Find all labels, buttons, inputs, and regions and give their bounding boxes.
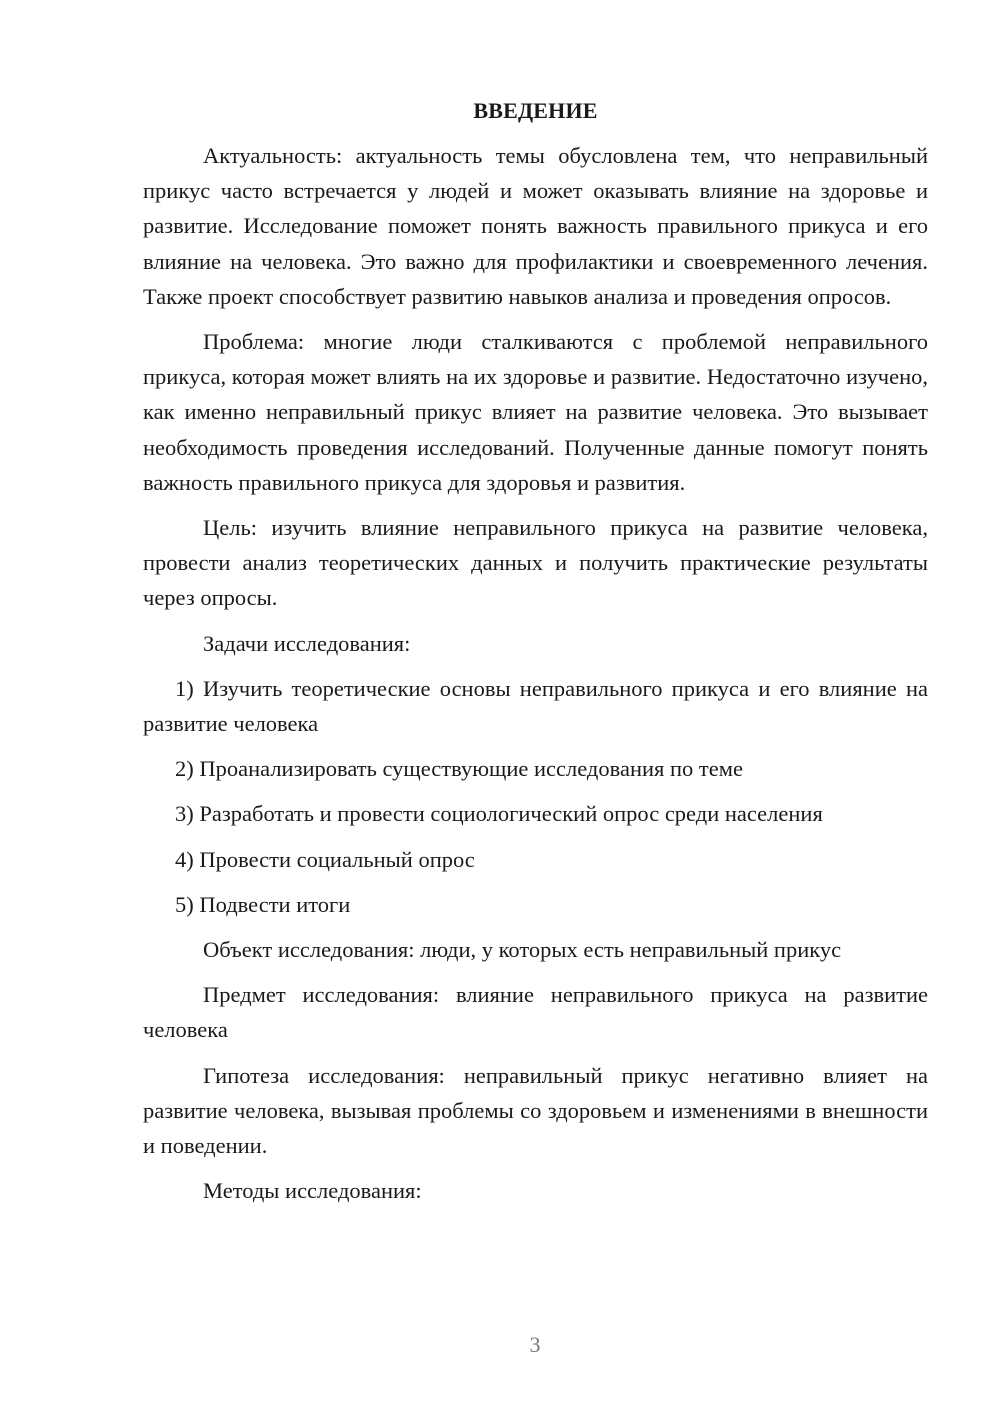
list-item: 5) Подвести итоги bbox=[175, 891, 351, 917]
paragraph-problem: Проблема: многие люди сталкиваются с проблемой неправильного прикуса, которая может влиять на их здоровье и развитие. Недостаточно изучено, как именно неправильный прикус влияет на развитие человека. Это вызывает необходимость проведения исследований. Полученные данные помогут понять важность правильного прикуса для здоровья и развития. bbox=[143, 329, 928, 495]
document-page bbox=[143, 96, 928, 1218]
list-item: 3) Разработать и провести социологический опрос среди населения bbox=[175, 801, 823, 827]
list-item: 2) Проанализировать существующие исследования по теме bbox=[175, 756, 743, 782]
paragraph-methods-heading: Методы исследования: bbox=[203, 1178, 422, 1204]
paragraph-relevance: Актуальность: актуальность темы обусловлена тем, что неправильный прикус часто встречается у людей и может оказывать влияние на здоровье и развитие. Исследование поможет понять важность правильного прикуса и его влияние на человека. Это важно для профилактики и своевременного лечения. Также проект способствует развитию навыков анализа и проведения опросов. bbox=[143, 143, 928, 309]
paragraph-object: Объект исследования: люди, у которых есть неправильный прикус bbox=[203, 937, 842, 963]
page-number: 3 bbox=[529, 1332, 541, 1357]
paragraph-subject: Предмет исследования: влияние неправильного прикуса на развитие человека bbox=[143, 982, 928, 1043]
list-item: 4) Провести социальный опрос bbox=[175, 846, 475, 872]
tasks-list bbox=[143, 671, 928, 922]
paragraph-goal: Цель: изучить влияние неправильного прикуса на развитие человека, провести анализ теоретических данных и получить практические результаты через опросы. bbox=[143, 515, 928, 611]
section-title: ВВЕДЕНИЕ bbox=[473, 98, 598, 123]
paragraph-hypothesis: Гипотеза исследования: неправильный прикус негативно влияет на развитие человека, вызывая проблемы со здоровьем и изменениями в внешности и поведении. bbox=[143, 1062, 928, 1159]
paragraph-tasks-heading: Задачи исследования: bbox=[203, 630, 411, 656]
list-item: 1) Изучить теоретические основы неправильного прикуса и его влияние на развитие человека bbox=[143, 675, 928, 737]
